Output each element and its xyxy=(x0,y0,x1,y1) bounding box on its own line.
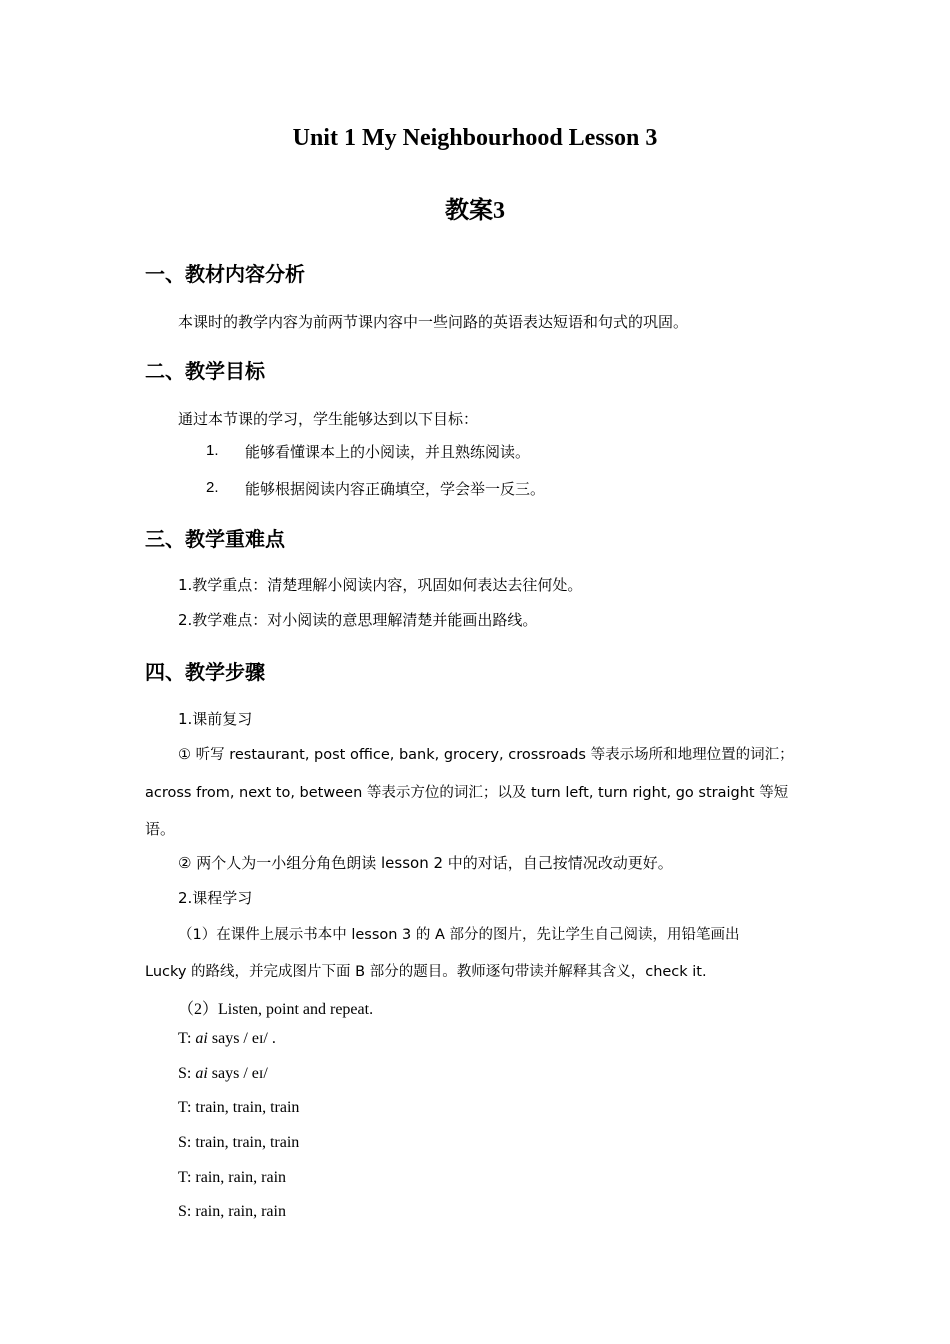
subheading: 1.课前复习 xyxy=(178,710,253,728)
document-title: Unit 1 My Neighbourhood Lesson 3 xyxy=(292,125,658,151)
paragraph: 本课时的教学内容为前两节课内容中一些问路的英语表达短语和句式的巩固。 xyxy=(178,313,689,331)
phonics-letters: ai xyxy=(195,1065,208,1082)
speaker: T: xyxy=(178,1169,192,1186)
list-item-text: 能够根据阅读内容正确填空，学会举一反三。 xyxy=(245,480,546,498)
list-item-number: 2. xyxy=(206,479,219,496)
paragraph: ① 听写 restaurant, post office, bank, grocery, crossroads 等表示场所和地理位置的词汇； xyxy=(178,747,794,763)
subheading: 2.课程学习 xyxy=(178,889,253,907)
section-heading-2: 二、教学目标 xyxy=(145,359,265,383)
dialog-line xyxy=(178,1065,268,1083)
phonics-letters: ai xyxy=(195,1030,208,1047)
dialog-line xyxy=(178,1030,276,1048)
dialog-text: train, train, train xyxy=(191,1099,300,1116)
speaker: S: xyxy=(178,1134,192,1151)
dialog-line xyxy=(178,1169,286,1187)
section-heading-1: 一、教材内容分析 xyxy=(145,262,305,286)
paragraph: 1.教学重点：清楚理解小阅读内容，巩固如何表达去往何处。 xyxy=(178,576,583,594)
paragraph: across from, next to, between 等表示方位的词汇；以及 turn left, turn right, go straight 等短 xyxy=(145,785,789,801)
speaker: S: xyxy=(178,1065,192,1082)
paragraph: （2）Listen, point and repeat. xyxy=(178,1001,374,1018)
paragraph: Lucky 的路线，并完成图片下面 B 部分的题目。教师逐句带读并解释其含义，check it. xyxy=(145,964,707,980)
list-item-text: 能够看懂课本上的小阅读，并且熟练阅读。 xyxy=(245,443,531,461)
list-item-number: 1. xyxy=(206,442,219,459)
paragraph: 通过本节课的学习，学生能够达到以下目标： xyxy=(178,410,479,428)
dialog-text: rain, rain, rain xyxy=(191,1169,287,1186)
dialog-text: train, train, train xyxy=(191,1134,300,1151)
section-heading-4: 四、教学步骤 xyxy=(145,660,265,684)
paragraph: （1）在课件上展示书本中 lesson 3 的 A 部分的图片，先让学生自己阅读，用铅笔画出 xyxy=(178,927,740,943)
paragraph: 2.教学难点：对小阅读的意思理解清楚并能画出路线。 xyxy=(178,611,538,629)
dialog-line xyxy=(178,1203,286,1221)
paragraph: ② 两个人为一小组分角色朗读 lesson 2 中的对话，自己按情况改动更好。 xyxy=(178,854,673,872)
dialog-line xyxy=(178,1134,299,1152)
section-heading-3: 三、教学重难点 xyxy=(145,527,285,551)
speaker: T: xyxy=(178,1099,192,1116)
dialog-text: says / eɪ/ xyxy=(207,1065,268,1082)
paragraph: 语。 xyxy=(145,820,176,838)
dialog-text: rain, rain, rain xyxy=(191,1203,286,1220)
document-subtitle: 教案3 xyxy=(445,198,505,224)
speaker: T: xyxy=(178,1030,192,1047)
dialog-line xyxy=(178,1099,299,1117)
speaker: S: xyxy=(178,1203,192,1220)
dialog-text: says / eɪ/ . xyxy=(207,1030,276,1047)
